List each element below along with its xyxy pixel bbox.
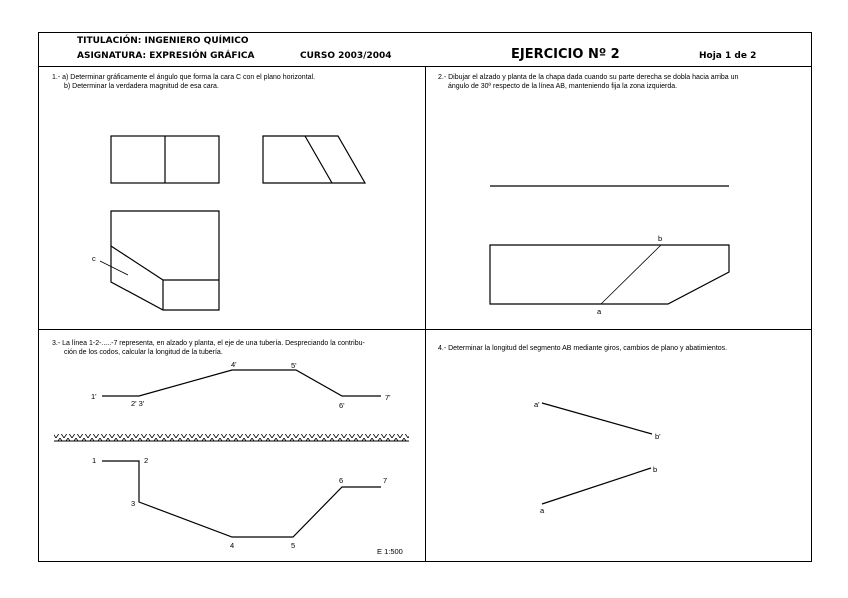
ex4-segment-plan <box>542 468 651 504</box>
ex3-elevation-polyline <box>102 370 381 396</box>
ex2-point-a-label: a <box>597 307 602 316</box>
ex4-point-b-label: b <box>653 465 658 474</box>
ex3-plan-label-1: 1 <box>92 456 97 465</box>
ex4-segment-elevation <box>542 403 652 434</box>
ex3-elev-label-2-3: 2' 3' <box>131 399 145 408</box>
asignatura-label: ASIGNATURA: EXPRESIÓN GRÁFICA <box>77 51 255 61</box>
ex4-point-a1-label: a' <box>534 400 540 409</box>
ex1-statement-2: b) Determinar la verdadera magnitud de esa cara. <box>64 83 219 90</box>
ex4-point-b1-label: b' <box>655 432 661 441</box>
ex1-statement-1: 1.- a) Determinar gráficamente el ángulo que forma la cara C con el plano horizontal. <box>52 74 316 81</box>
ex3-plan-label-2: 2 <box>144 456 149 465</box>
titulacion-label: TITULACIÓN: INGENIERO QUÍMICO <box>77 36 249 46</box>
ex1-side-view <box>263 136 365 183</box>
ex3-scale-label: E 1:500 <box>377 547 403 556</box>
ex3-plan-label-6: 6 <box>339 476 344 485</box>
hoja-label: Hoja 1 de 2 <box>699 51 757 61</box>
ex1-face-c-label: c <box>92 254 96 263</box>
ex2-statement-2: ángulo de 30º respecto de la línea AB, manteniendo fija la zona izquierda. <box>448 83 678 90</box>
ex2-point-b-label: b <box>658 234 663 243</box>
ex1-front-view <box>111 136 219 183</box>
ex3-statement-1: 3.- La línea 1-2-.....-7 representa, en alzado y planta, el eje de una tubería. Despreciando la contribu- <box>52 340 365 347</box>
ex3-plan-polyline <box>102 461 381 537</box>
ex3-plan-label-3: 3 <box>131 499 136 508</box>
ex3-elev-label-1: 1' <box>91 392 97 401</box>
ex3-elev-label-7: 7' <box>385 393 391 402</box>
ex4-point-a-label: a <box>540 506 545 515</box>
ex2-statement-1: 2.- Dibujar el alzado y planta de la chapa dada cuando su parte derecha se dobla hacia arriba un <box>438 74 739 81</box>
ex3-ground-hatch <box>54 434 409 441</box>
ex4-statement-1: 4.- Determinar la longitud del segmento AB mediante giros, cambios de plano y abatimientos. <box>438 345 728 352</box>
ex3-statement-2: ción de los codos, calcular la longitud de la tubería. <box>64 349 223 356</box>
ex3-elev-label-4: 4' <box>231 360 237 369</box>
ex2-plate-plan <box>490 245 729 304</box>
curso-label: CURSO 2003/2004 <box>300 51 392 61</box>
ex3-plan-label-4: 4 <box>230 541 235 550</box>
ex3-elev-label-6: 6' <box>339 401 345 410</box>
ex3-plan-label-5: 5 <box>291 541 296 550</box>
ex3-elev-label-5: 5' <box>291 361 297 370</box>
ex1-top-view <box>100 211 219 310</box>
ejercicio-title: EJERCICIO Nº 2 <box>511 47 620 62</box>
ex3-plan-label-7: 7 <box>383 476 388 485</box>
